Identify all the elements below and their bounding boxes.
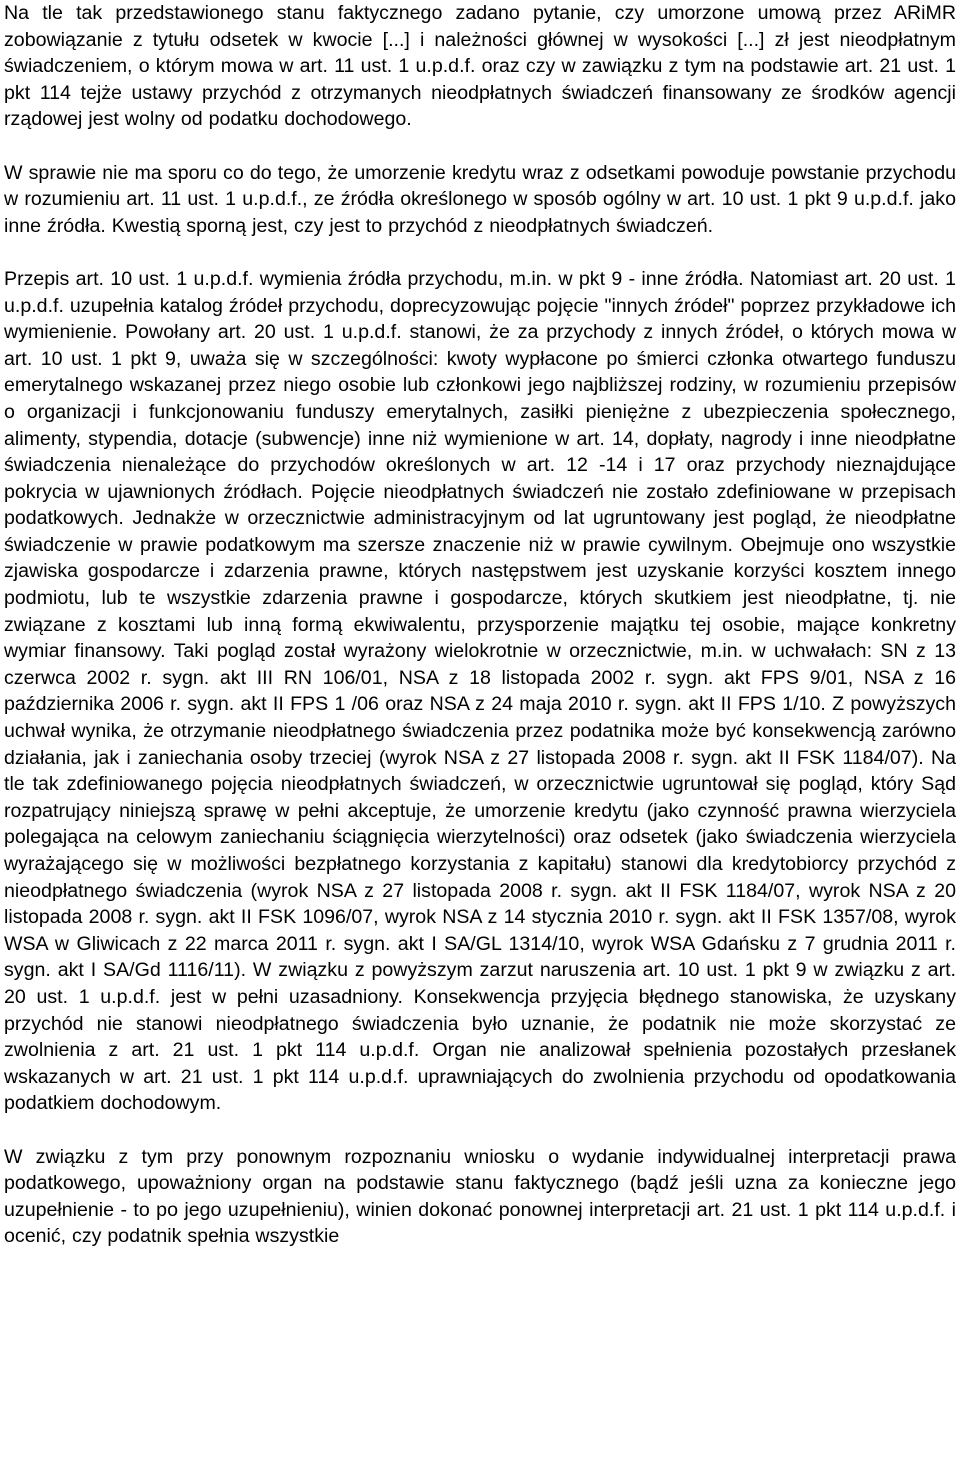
paragraph-spacer	[4, 239, 956, 266]
paragraph-spacer	[4, 133, 956, 160]
paragraph-dispute: W sprawie nie ma sporu co do tego, że umorzenie kredytu wraz z odsetkami powoduje powstanie przychodu w rozumieniu art. 11 ust. 1 u.p.d.f., ze źródła określonego w sposób ogólny w art. 10 ust. 1 pkt 9 u.p.d.f. jako inne źródła. Kwestią sporną jest, czy jest to przychód z nieodpłatnych świadczeń.	[4, 161, 956, 237]
document-body	[4, 0, 956, 1250]
paragraph-conclusion: W związku z tym przy ponownym rozpoznaniu wniosku o wydanie indywidualnej interpretacji prawa podatkowego, upoważniony organ na podstawie stanu faktycznego (bądź jeśli uzna za konieczne jego uzupełnienie - to po jego uzupełnieniu), winien dokonać ponownej interpretacji art. 21 ust. 1 pkt 114 u.p.d.f. i ocenić, czy podatnik spełnia wszystkie	[4, 1145, 956, 1248]
paragraph-question: Na tle tak przedstawionego stanu faktycznego zadano pytanie, czy umorzone umową przez ARiMR zobowiązanie z tytułu odsetek w kwocie [...] i należności głównej w wysokości [...] zł jest nieodpłatnym świadczeniem, o którym mowa w art. 11 ust. 1 u.p.d.f. oraz czy w zawiązku z tym na podstawie art. 21 ust. 1 pkt 114 tejże ustawy przychód z otrzymanych nieodpłatnych świadczeń finansowany ze środków agencji rządowej jest wolny od podatku dochodowego.	[4, 2, 956, 131]
paragraph-legal-analysis: Przepis art. 10 ust. 1 u.p.d.f. wymienia źródła przychodu, m.in. w pkt 9 - inne źródła. Natomiast art. 20 ust. 1 u.p.d.f. uzupełnia katalog źródeł przychodu, doprecyzowując pojęcie "innych źródeł" poprzez przykładowe ich wymienienie. Powołany art. 20 ust. 1 u.p.d.f. stanowi, że za przychody z innych źródeł, o których mowa w art. 10 ust. 1 pkt 9, uważa się w szczególności: kwoty wypłacone po śmierci członka otwartego funduszu emerytalnego wskazanej przez niego osobie lub członkowi jego najbliższej rodziny, w rozumieniu przepisów o organizacji i funkcjonowaniu funduszy emerytalnych, zasiłki pieniężne z ubezpieczenia społecznego, alimenty, stypendia, dotacje (subwencje) inne niż wymienione w art. 14, dopłaty, nagrody i inne nieodpłatne świadczenia nienależące do przychodów określonych w art. 12 -14 i 17 oraz przychody nieznajdujące pokrycia w ujawnionych źródłach. Pojęcie nieodpłatnych świadczeń nie zostało zdefiniowane w przepisach podatkowych. Jednakże w orzecznictwie administracyjnym od lat ugruntowany jest pogląd, że nieodpłatne świadczenie w prawie podatkowym ma szersze znaczenie niż w prawie cywilnym. Obejmuje ono wszystkie zjawiska gospodarcze i zdarzenia prawne, których następstwem jest uzyskanie korzyści kosztem innego podmiotu, lub te wszystkie zdarzenia prawne i gospodarcze, których skutkiem jest nieodpłatne, tj. nie związane z kosztami lub inną formą ekwiwalentu, przysporzenie majątku tej osobie, mające konkretny wymiar finansowy. Taki pogląd został wyrażony wielokrotnie w orzecznictwie, m.in. w uchwałach: SN z 13 czerwca 2002 r. sygn. akt III RN 106/01, NSA z 18 listopada 2002 r. sygn. akt FPS 9/01, NSA z 16 października 2006 r. sygn. akt II FPS 1 /06 oraz NSA z 24 maja 2010 r. sygn. akt II FPS 1/10. Z powyższych uchwał wynika, że otrzymanie nieodpłatnego świadczenia przez podatnika może być konsekwencją zarówno działania, jak i zaniechania osoby trzeciej (wyrok NSA z 27 listopada 2008 r. sygn. akt II FSK 1184/07). Na tle tak zdefiniowanego pojęcia nieodpłatnych świadczeń, w orzecznictwie ugruntował się pogląd, który Sąd rozpatrujący niniejszą sprawę w pełni akceptuje, że umorzenie kredytu (jako czynność prawna wierzyciela polegająca na celowym zaniechaniu ściągnięcia wierzytelności) oraz odsetek (jako świadczenia wierzyciela wyrażającego się w możliwości bezpłatnego korzystania z kapitału) stanowi dla kredytobiorcy przychód z nieodpłatnego świadczenia (wyrok NSA z 27 listopada 2008 r. sygn. akt II FSK 1184/07, wyrok NSA z 20 listopada 2008 r. sygn. akt II FSK 1096/07, wyrok NSA z 14 stycznia 2010 r. sygn. akt II FSK 1357/08, wyrok WSA w Gliwicach z 22 marca 2011 r. sygn. akt I SA/GL 1314/10, wyrok WSA Gdańsku z 7 grudnia 2011 r. sygn. akt I SA/Gd 1116/11). W związku z powyższym zarzut naruszenia art. 10 ust. 1 pkt 9 w związku z art. 20 ust. 1 u.p.d.f. jest w pełni uzasadniony. Konsekwencja przyjęcia błędnego stanowiska, że uzyskany przychód nie stanowi nieodpłatnego świadczenia było uznanie, że podatnik nie może skorzystać ze zwolnienia z art. 21 ust. 1 pkt 114 u.p.d.f. Organ nie analizował spełnienia pozostałych przesłanek wskazanych w art. 21 ust. 1 pkt 114 u.p.d.f. uprawniających do zwolnienia przychodu od opodatkowania podatkiem dochodowym.	[4, 267, 956, 1115]
paragraph-spacer	[4, 1117, 956, 1144]
